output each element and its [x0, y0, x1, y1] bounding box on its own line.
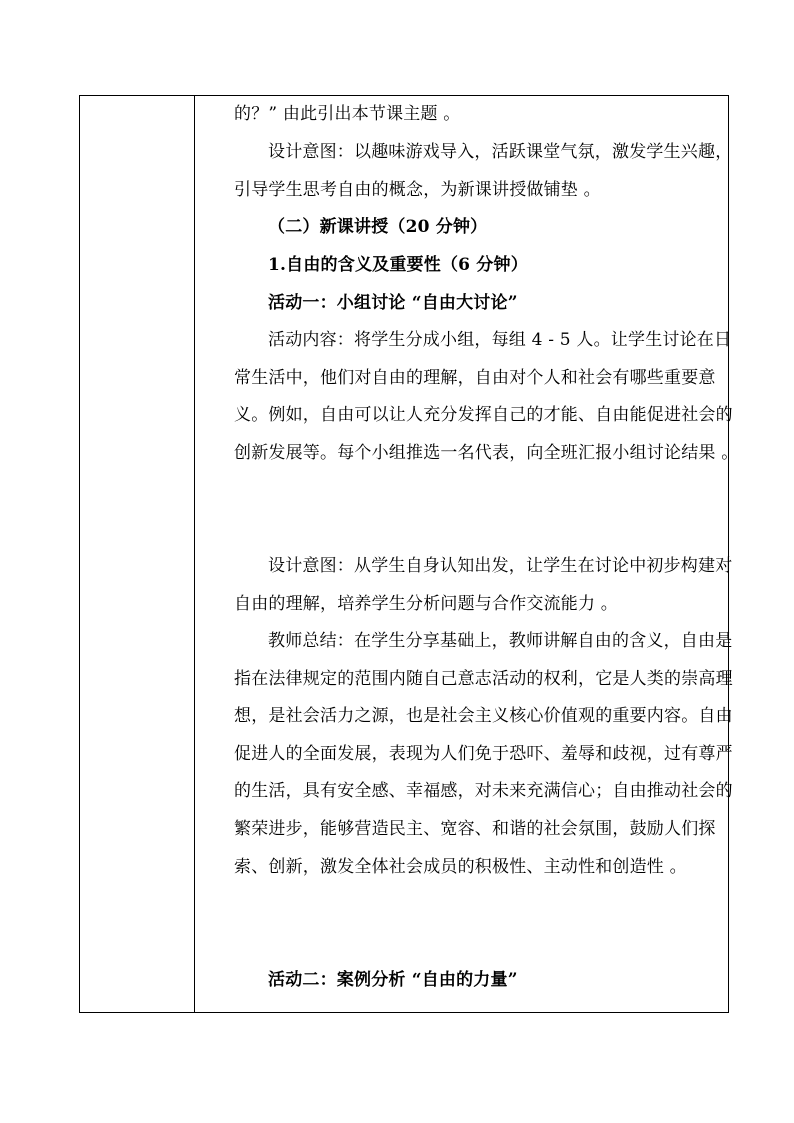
- paragraph-design-intent-2: 设计意图：从学生自身认知出发，让学生在讨论中初步构建对自由的理解，培养学生分析问题与合作交流能力 。: [234, 556, 733, 614]
- column-divider: [194, 96, 195, 1012]
- lesson-plan-table: [79, 95, 739, 1013]
- paragraph-continuation: 的？” 由此引出本节课主题 。: [234, 104, 461, 124]
- activity-two-heading: 活动二：案例分析 “自由的力量”: [268, 970, 518, 990]
- content-cell: [196, 96, 739, 1012]
- paragraph-design-intent-1: 设计意图：以趣味游戏导入，活跃课堂气氛，激发学生兴趣，引导学生思考自由的概念，为新课讲授做铺垫 。: [234, 142, 733, 200]
- subsection-heading-freedom-meaning: 1.自由的含义及重要性（6 分钟）: [268, 255, 528, 275]
- section-heading-new-lesson: （二）新课讲授（20 分钟）: [268, 217, 488, 237]
- paragraph-activity-content: 活动内容：将学生分成小组，每组 4 - 5 人。让学生讨论在日常生活中，他们对自由的理解，自由对个人和社会有哪些重要意义。例如，自由可以让人充分发挥自己的才能、自由能促进社会的创新发展等。每个小组推选一名代表，向全班汇报小组讨论结果 。: [234, 330, 739, 463]
- paragraph-teacher-summary: 教师总结：在学生分享基础上，教师讲解自由的含义，自由是指在法律规定的范围内随自己意志活动的权利，它是人类的崇高理想，是社会活力之源，也是社会主义核心价值观的重要内容。自由促进人的全面发展，表现为人们免于恐吓、羞辱和歧视，过有尊严的生活，具有安全感、幸福感，对未来充满信心；自由推动社会的繁荣进步，能够营造民主、宽容、和谐的社会氛围，鼓励人们探索、创新，激发全体社会成员的积极性、主动性和创造性 。: [234, 631, 733, 877]
- activity-one-heading: 活动一：小组讨论 “自由大讨论”: [268, 293, 518, 313]
